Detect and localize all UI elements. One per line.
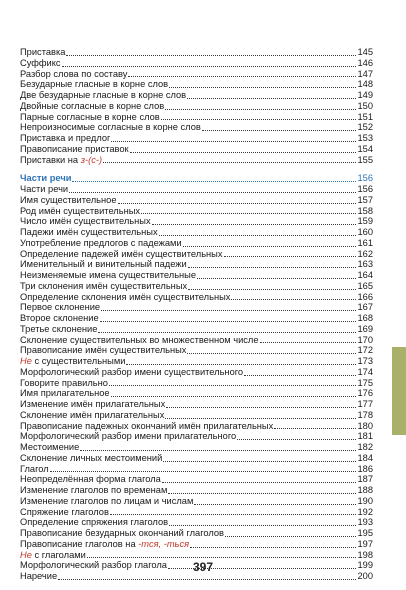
toc-entry-page: 160 [357, 227, 373, 237]
toc-entry-page: 152 [357, 122, 373, 133]
toc-entry[interactable] [20, 79, 373, 90]
toc-entry-page: 176 [357, 388, 373, 399]
toc-entry-title: Склонение личных местоимений [20, 452, 163, 463]
toc-entry[interactable] [20, 356, 373, 367]
toc-entry-page: 151 [357, 111, 373, 122]
toc-entry-title: Приставка и предлог [20, 133, 111, 143]
toc-entry-title: Изменение глаголов по лицам и числам [20, 495, 194, 506]
toc-entry-page: 159 [357, 216, 373, 227]
toc-entry-title: Три склонения имён существительных [20, 280, 188, 291]
toc-entry-title: Морфологический разбор глагола [20, 560, 167, 571]
toc-entry-page: 172 [357, 345, 373, 356]
toc-entry-title: Второе склонение [20, 313, 99, 323]
toc-entry-page: 174 [357, 366, 373, 377]
toc-entry-page: 197 [357, 538, 373, 549]
toc-entry[interactable] [20, 302, 373, 313]
toc-entry-highlight: Не [20, 549, 32, 560]
leader-dots [126, 357, 356, 365]
leader-dots [188, 282, 356, 290]
toc-entry[interactable] [20, 442, 373, 453]
leader-dots [237, 432, 356, 440]
leader-dots [169, 518, 356, 526]
toc-entry-title: Две безударные гласные в корне слов [20, 90, 187, 100]
leader-dots [118, 196, 356, 204]
toc-entry-title: Приставка [20, 47, 66, 57]
leader-dots [109, 378, 356, 386]
leader-dots [111, 389, 356, 397]
leader-dots [101, 303, 356, 311]
page-number: 397 [192, 560, 214, 574]
toc-group-parts-of-speech [20, 184, 373, 582]
toc-entry-title: Неизменяемые имена существительные [20, 270, 197, 280]
toc-entry[interactable] [20, 378, 373, 389]
table-of-contents [20, 47, 373, 582]
toc-entry-title: Имя прилагательное [20, 388, 110, 399]
leader-dots [66, 48, 356, 56]
toc-entry-page: 167 [357, 302, 373, 313]
toc-entry-page: 156 [357, 184, 373, 194]
leader-dots [69, 185, 356, 193]
leader-dots [159, 228, 356, 236]
leader-dots [62, 59, 356, 67]
leader-dots [165, 411, 356, 419]
toc-entry-title: Говорите правильно [20, 377, 108, 388]
leader-dots [169, 80, 356, 88]
toc-entry-page: 157 [357, 194, 373, 205]
toc-entry-title-text: с глаголами [31, 549, 86, 560]
toc-entry-page: 148 [357, 79, 373, 90]
toc-entry-page: 182 [357, 442, 373, 452]
toc-entry[interactable] [20, 112, 373, 123]
toc-entry-page: 184 [357, 452, 373, 463]
toc-entry[interactable] [20, 238, 373, 249]
toc-entry-page: 147 [357, 68, 373, 79]
toc-entry-page: 146 [357, 57, 373, 68]
toc-entry-page: 166 [357, 291, 373, 302]
toc-group-morphemes [20, 47, 373, 165]
toc-entry[interactable] [20, 90, 373, 101]
toc-entry-title: Род имён существительных [20, 205, 141, 216]
toc-entry-title: Склонение имён прилагательных [20, 409, 165, 420]
leader-dots [166, 400, 356, 408]
toc-entry-page: 180 [357, 420, 373, 431]
toc-entry[interactable] [20, 270, 373, 281]
leader-dots [80, 443, 356, 451]
toc-entry-page: 162 [357, 248, 373, 259]
toc-entry-title: Правописание безударных окончаний глаголов [20, 528, 224, 538]
toc-entry[interactable] [20, 259, 373, 270]
toc-entry-title: Неопределённая форма глагола [20, 474, 161, 485]
leader-dots [103, 155, 356, 163]
toc-entry-title: Морфологический разбор имени прилагательного [20, 431, 237, 442]
leader-dots [190, 540, 356, 548]
toc-entry-title: Склонение существительных во множественном числе [20, 334, 259, 345]
leader-dots [161, 112, 356, 120]
toc-entry-title: Правописание имён существительных [20, 345, 187, 356]
leader-dots [231, 292, 356, 300]
leader-dots [168, 486, 356, 494]
leader-dots [100, 314, 356, 322]
toc-entry[interactable] [20, 281, 373, 292]
toc-entry[interactable] [20, 184, 373, 195]
toc-entry-page: 198 [357, 549, 373, 560]
leader-dots [260, 335, 356, 343]
toc-entry-page: 164 [357, 270, 373, 280]
chapter-side-tab [392, 347, 406, 435]
toc-entry[interactable] [20, 324, 373, 335]
toc-entry-page: 165 [357, 280, 373, 291]
toc-entry[interactable] [20, 313, 373, 324]
toc-entry[interactable] [20, 410, 373, 421]
leader-dots [128, 69, 356, 77]
leader-dots [183, 239, 356, 247]
toc-entry[interactable] [20, 195, 373, 206]
toc-entry[interactable] [20, 101, 373, 112]
toc-entry-page: 154 [357, 143, 373, 154]
leader-dots [187, 91, 356, 99]
leader-dots [244, 368, 356, 376]
toc-entry-title: Определение склонения имён существительных [20, 291, 231, 302]
toc-entry-page: 150 [357, 100, 373, 111]
toc-entry-title: Разбор слова по составу [20, 68, 128, 79]
toc-entry-title: Глагол [20, 463, 49, 474]
leader-dots [111, 134, 356, 142]
toc-entry-highlight: з-(с-) [80, 154, 103, 165]
toc-entry-title: Правописание приставок [20, 143, 129, 154]
toc-entry[interactable] [20, 485, 373, 496]
toc-entry[interactable] [20, 421, 373, 432]
toc-entry[interactable] [20, 388, 373, 399]
toc-entry-title: Имя существительное [20, 194, 117, 205]
toc-entry-title: Двойные согласные в корне слов [20, 100, 165, 111]
toc-entry[interactable] [20, 144, 373, 155]
toc-entry[interactable] [20, 539, 373, 550]
leader-dots [152, 217, 356, 225]
leader-dots [188, 260, 356, 268]
leader-dots [130, 145, 356, 153]
toc-entry[interactable] [20, 464, 373, 475]
toc-entry-page: 173 [357, 356, 373, 366]
toc-entry-page: 195 [357, 528, 373, 538]
leader-dots [165, 102, 356, 110]
toc-entry-page: 178 [357, 409, 373, 420]
toc-entry[interactable] [20, 216, 373, 227]
leader-dots [194, 497, 356, 505]
toc-entry-page: 161 [357, 237, 373, 248]
toc-entry-title: Определение спряжения глаголов [20, 517, 169, 528]
toc-entry-page: 199 [357, 560, 373, 571]
toc-entry[interactable] [20, 496, 373, 507]
toc-entry[interactable] [20, 507, 373, 518]
toc-entry-title: Наречие [20, 571, 58, 581]
leader-dots [225, 529, 356, 537]
toc-entry-title: Третье склонение [20, 323, 98, 334]
toc-entry-title: Непроизносимые согласные в корне слов [20, 122, 201, 133]
toc-entry[interactable] [20, 345, 373, 356]
toc-entry-title: Употребление предлогов с падежами [20, 237, 182, 248]
toc-entry-page: 163 [357, 259, 373, 270]
toc-entry-page: 192 [357, 506, 373, 517]
toc-entry-title: Именительный и винительный падежи [20, 259, 187, 270]
toc-entry-title [20, 539, 189, 550]
toc-entry[interactable] [20, 133, 373, 144]
toc-entry-title: Изменение имён прилагательных [20, 399, 166, 409]
toc-entry-page: 153 [357, 133, 373, 143]
leader-dots [141, 206, 356, 214]
toc-entry-title-text: Правописание глаголов на [20, 538, 139, 549]
toc-entry-title: Число имён существительных [20, 216, 151, 227]
leader-dots [87, 550, 356, 558]
toc-entry[interactable] [20, 528, 373, 539]
toc-entry[interactable] [20, 58, 373, 69]
leader-dots [202, 123, 356, 131]
leader-dots [197, 271, 356, 279]
toc-entry-title: Морфологический разбор имени существительного [20, 366, 244, 377]
leader-dots [163, 454, 356, 462]
toc-entry[interactable] [20, 292, 373, 303]
toc-entry-page: 155 [357, 154, 373, 165]
toc-entry-title: Части речи [20, 184, 69, 194]
toc-entry-highlight: Не [20, 356, 32, 366]
section-heading-title: Части речи [20, 173, 72, 184]
toc-entry-page: 177 [357, 399, 373, 409]
toc-entry[interactable] [20, 227, 373, 238]
toc-entry-page: 200 [357, 571, 373, 581]
toc-entry-page: 186 [357, 463, 373, 474]
toc-entry[interactable] [20, 206, 373, 217]
toc-entry-title: Местоимение [20, 442, 80, 452]
toc-entry-page: 187 [357, 474, 373, 485]
toc-entry-page: 145 [357, 47, 373, 57]
toc-entry[interactable] [20, 431, 373, 442]
toc-entry-page: 158 [357, 205, 373, 216]
toc-entry[interactable] [20, 550, 373, 561]
leader-dots [110, 507, 356, 515]
toc-entry[interactable] [20, 249, 373, 260]
toc-entry-title-text: Приставки на [20, 154, 81, 165]
leader-dots [72, 174, 356, 182]
toc-entry-title [20, 356, 125, 367]
toc-entry[interactable] [20, 69, 373, 80]
toc-entry-title: Суффикс [20, 57, 61, 68]
toc-entry-title: Безударные гласные в корне слов [20, 79, 169, 90]
section-heading-page: 156 [357, 173, 373, 184]
toc-entry-page: 170 [357, 334, 373, 345]
toc-entry-title-text: с существительными [31, 356, 126, 366]
toc-entry-page: 149 [357, 90, 373, 100]
toc-entry[interactable] [20, 122, 373, 133]
toc-entry-page: 168 [357, 313, 373, 323]
toc-entry-page: 169 [357, 323, 373, 334]
toc-entry-title: Падежи имён существительных [20, 227, 158, 237]
toc-entry-page: 175 [357, 377, 373, 388]
leader-dots [274, 421, 356, 429]
toc-entry-title: Изменение глаголов по временам [20, 485, 168, 495]
toc-entry-title: Парные согласные в корне слов [20, 111, 160, 122]
toc-entry[interactable] [20, 474, 373, 485]
toc-entry-highlight: -тся, -ться [138, 538, 190, 549]
toc-entry[interactable] [20, 517, 373, 528]
leader-dots [98, 325, 356, 333]
leader-dots [187, 346, 356, 354]
toc-entry[interactable] [20, 367, 373, 378]
toc-entry-title [20, 155, 102, 166]
leader-dots [224, 249, 357, 257]
toc-section-heading[interactable] [20, 173, 373, 184]
leader-dots [162, 475, 356, 483]
toc-entry[interactable] [20, 453, 373, 464]
toc-entry-page: 190 [357, 495, 373, 506]
section-gap [20, 165, 373, 173]
toc-entry[interactable] [20, 399, 373, 410]
toc-entry-page: 193 [357, 517, 373, 528]
toc-entry[interactable] [20, 47, 373, 58]
toc-entry-title [20, 550, 86, 561]
toc-entry-title: Правописание падежных окончаний имён прилагательных [20, 420, 274, 431]
toc-entry-title: Спряжение глаголов [20, 506, 109, 517]
toc-entry[interactable] [20, 335, 373, 346]
toc-entry[interactable] [20, 155, 373, 166]
leader-dots [50, 464, 356, 472]
toc-entry-page: 188 [357, 485, 373, 495]
toc-entry-title: Первое склонение [20, 302, 101, 313]
toc-entry-title: Определение падежей имён существительных [20, 248, 223, 259]
toc-entry-page: 181 [357, 431, 373, 442]
